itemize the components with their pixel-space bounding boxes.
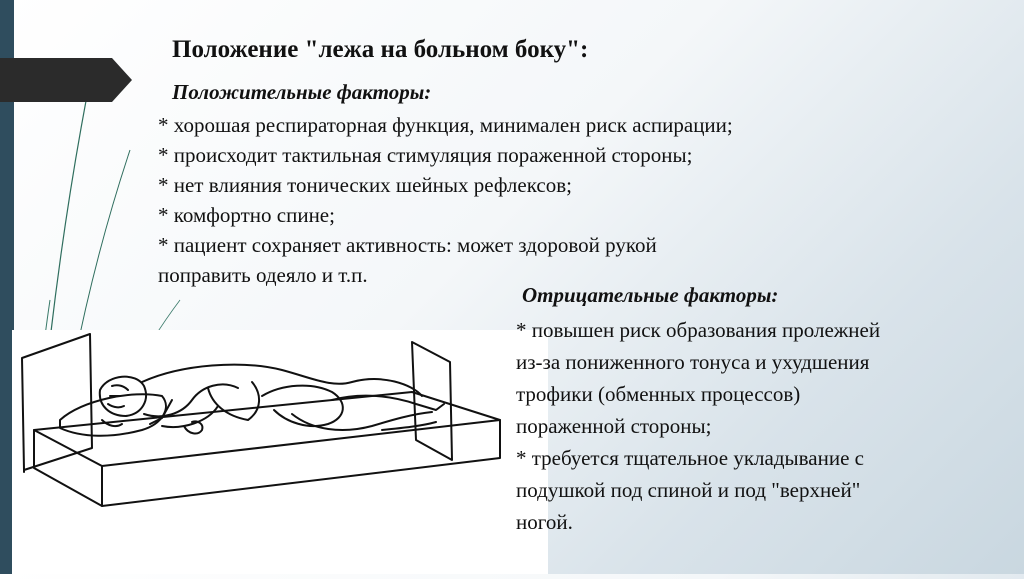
list-item: трофики (обменных процессов)	[516, 382, 801, 406]
list-item: * комфортно спине;	[158, 203, 335, 227]
negative-factors-heading: Отрицательные факторы:	[522, 283, 779, 307]
list-item: подушкой под спиной и под "верхней"	[516, 478, 861, 502]
list-item: * нет влияния тонических шейных рефлексов;	[158, 173, 572, 197]
list-item: * требуется тщательное укладывание с	[516, 446, 864, 470]
list-item: ногой.	[516, 510, 573, 534]
list-item: * пациент сохраняет активность: может здоровой рукой	[158, 233, 657, 257]
positive-factors-list	[158, 110, 878, 290]
negative-factors-list	[516, 314, 986, 538]
positive-factors-heading: Положительные факторы:	[172, 80, 432, 104]
patient-in-bed-illustration	[12, 330, 548, 574]
list-item: * повышен риск образования пролежней	[516, 318, 881, 342]
slide-title: Положение "лежа на больном боку":	[172, 36, 589, 63]
list-item: пораженной стороны;	[516, 414, 712, 438]
list-item: * хорошая респираторная функция, минимален риск аспирации;	[158, 113, 733, 137]
list-item: поправить одеяло и т.п.	[158, 263, 368, 287]
list-item: * происходит тактильная стимуляция пораженной стороны;	[158, 143, 693, 167]
arrow-banner	[0, 58, 132, 102]
list-item: из-за пониженного тонуса и ухудшения	[516, 350, 870, 374]
